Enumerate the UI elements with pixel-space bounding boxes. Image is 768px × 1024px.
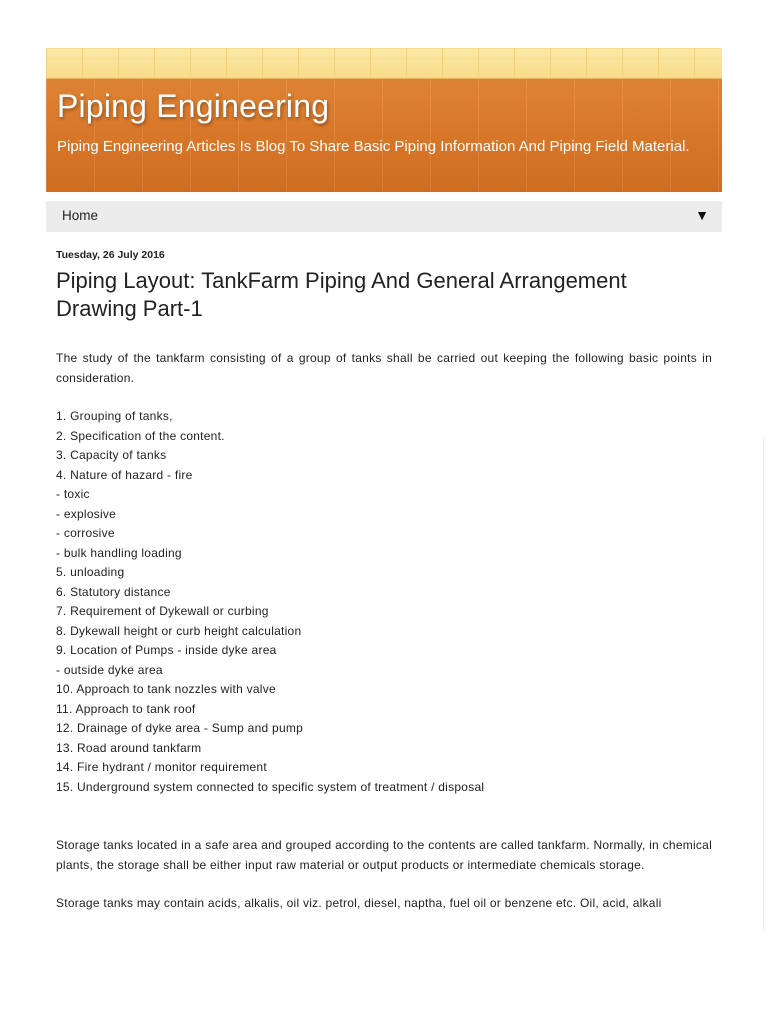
list-item: 14. Fire hydrant / monitor requirement	[56, 760, 267, 774]
list-item: 8. Dykewall height or curb height calculation	[56, 623, 302, 638]
list-item: 13. Road around tankfarm	[56, 740, 202, 755]
tab-home[interactable]: Home	[62, 208, 99, 223]
list-item: 15. Underground system connected to specific system of treatment / disposal	[56, 779, 485, 794]
page-container	[46, 48, 722, 910]
nav-tabs	[46, 201, 722, 232]
post-date: Tuesday, 26 July 2016	[56, 249, 165, 261]
list-item: 11. Approach to tank roof	[56, 701, 196, 716]
list-item: 10. Approach to tank nozzles with valve	[56, 682, 276, 696]
list-item: - bulk handling loading	[56, 545, 182, 560]
considerations-list	[56, 407, 712, 797]
header-pattern-strip	[46, 48, 722, 79]
spacer	[56, 797, 712, 836]
post-title[interactable]: Piping Layout: TankFarm Piping And General Arrangement Drawing Part-1	[56, 268, 627, 321]
list-item: 5. unloading	[56, 565, 125, 579]
dropdown-arrow-icon[interactable]: ▼	[695, 207, 709, 223]
list-item: 12. Drainage of dyke area - Sump and pump	[56, 721, 304, 735]
list-item: 2. Specification of the content.	[56, 428, 225, 443]
list-item: - explosive	[56, 506, 117, 521]
post	[56, 249, 712, 914]
list-item: 4. Nature of hazard - fire	[56, 467, 193, 482]
list-item: 9. Location of Pumps - inside dyke area	[56, 643, 277, 657]
list-item: 1. Grouping of tanks,	[56, 409, 173, 423]
blog-title[interactable]: Piping Engineering	[57, 88, 330, 124]
post-intro: The study of the tankfarm consisting of a group of tanks shall be carried out keeping the following basic points in consideration.	[56, 351, 712, 385]
list-item: 3. Capacity of tanks	[56, 448, 167, 462]
blog-description: Piping Engineering Articles Is Blog To Share Basic Piping Information And Piping Field Material.	[57, 138, 690, 155]
list-item: 6. Statutory distance	[56, 584, 171, 599]
list-item: - toxic	[56, 487, 90, 501]
list-item: - outside dyke area	[56, 662, 163, 677]
blog-header	[46, 48, 722, 192]
list-item: - corrosive	[56, 526, 115, 540]
divider	[763, 437, 764, 932]
post-paragraph-2: Storage tanks located in a safe area and grouped according to the contents are called tankfarm. Normally, in chemical plants, the storage shall be either input raw material or output products or intermediate chemicals storage.	[56, 838, 712, 872]
post-body	[56, 349, 712, 914]
list-item: 7. Requirement of Dykewall or curbing	[56, 604, 269, 618]
post-paragraph-3: Storage tanks may contain acids, alkalis, oil viz. petrol, diesel, naptha, fuel oil or benzene etc. Oil, acid, alkali	[56, 896, 662, 910]
spacer	[56, 875, 712, 894]
